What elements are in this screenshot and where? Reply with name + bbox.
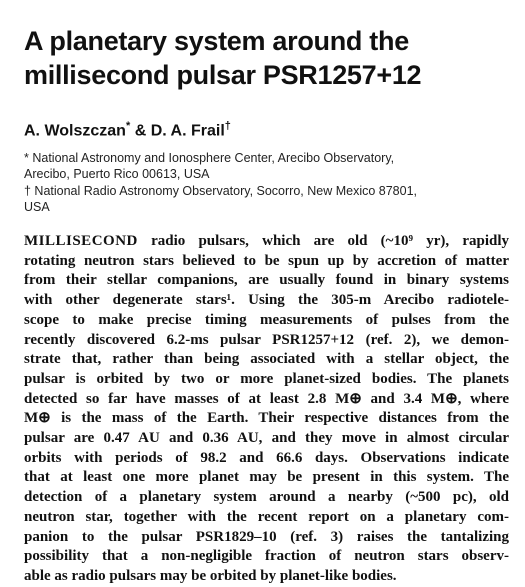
abstract-line: possibility that a non-negligible fraction of neutron stars observ- [24,548,509,565]
author-1-mark: * [125,120,131,132]
abstract-line: strate that, rather than being associated with a stellar object, the [24,351,509,368]
author-list [24,116,231,141]
abstract-line: detected so far have masses of at least 2.8 M⊕ and 3.4 M⊕, where [24,390,509,407]
abstract-line: M⊕ is the mass of the Earth. Their respective distances from the [24,410,509,427]
abstract-line: recently discovered 6.2-ms pulsar PSR1257+12 (ref. 2), we demon- [24,331,509,348]
author-conjunction: & [134,122,147,140]
author-2-mark: † [224,120,231,132]
author-1: A. Wolszczan [24,122,126,140]
paper-title [24,24,514,92]
abstract-line: able as radio pulsars may be orbited by planet-like bodies. [24,567,397,584]
abstract-line: rotating neutron stars believed to be spun up by accretion of matter [24,252,509,269]
abstract-line: that at least one more planet may be present in this system. The [24,469,509,486]
abstract-line: pulsar is orbited by two or more planet-sized bodies. The planets [24,370,509,387]
abstract-line: with other degenerate stars¹. Using the 305-m Arecibo radiotele- [24,292,509,309]
abstract-line: neutron star, together with the recent report on a planetary com- [24,508,509,525]
affiliations [24,150,504,215]
abstract-line: orbits with periods of 98.2 and 66.6 days. Observations indicate [24,449,509,466]
abstract-line: scope to make precise timing measurements of pulses from the [24,311,509,328]
author-2: D. A. Frail [150,122,225,140]
title-line-2: millisecond pulsar PSR1257+12 [24,60,422,90]
abstract-line-text: radio pulsars, which are old (~10⁹ yr), rapidly [137,233,509,249]
affiliation-line: Arecibo, Puerto Rico 00613, USA [24,167,210,182]
affiliation-line: * National Astronomy and Ionosphere Center, Arecibo Observatory, [24,151,395,165]
abstract-line [24,232,509,252]
abstract-line: from their stellar companions, are usually found in binary systems [24,272,509,289]
affiliation-line: † National Radio Astronomy Observatory, Socorro, New Mexico 87801, [24,183,418,198]
abstract [24,232,509,587]
abstract-line: detection of a planetary system around a nearby (~500 pc), old [24,489,509,506]
abstract-line: pulsar are 0.47 AU and 0.36 AU, and they move in almost circular [24,430,509,447]
abstract-line: panion to the pulsar PSR1829–10 (ref. 3) raises the tantalizing [24,528,509,545]
affiliation-line: USA [24,199,50,214]
title-line-1: A planetary system around the [24,26,409,56]
abstract-lead-word: MILLISECOND [24,233,138,249]
